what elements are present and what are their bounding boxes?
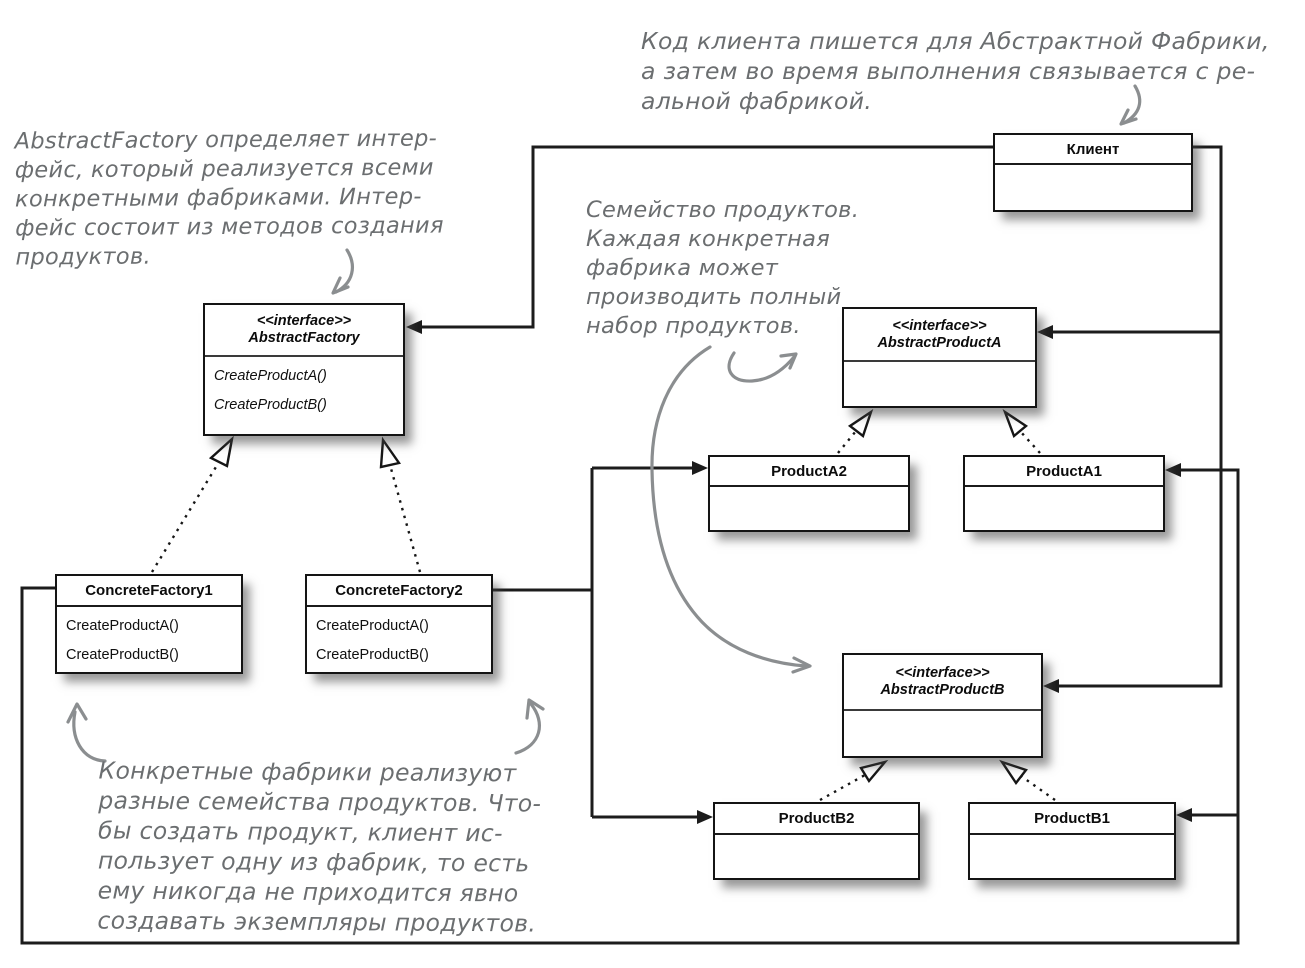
class-concretefactory1-methods: [57, 607, 241, 663]
producta2-realizes-line: [838, 431, 856, 453]
method-createproducta: CreateProductA(): [316, 618, 429, 634]
class-concretefactory1: [55, 574, 243, 674]
triangle-under-abstractproductb-left: [861, 762, 885, 781]
stereotype-label: <<interface>>: [256, 313, 352, 329]
class-abstractfactory: [203, 303, 405, 436]
arrowhead-into-abstractproductb: [1043, 679, 1059, 693]
class-concretefactory1-title: ConcreteFactory1: [57, 576, 241, 607]
method-createproducta: CreateProductA(): [214, 368, 327, 384]
bottomleft-note-arrow-left: [74, 712, 105, 761]
stereotype-label: <<interface>>: [895, 665, 990, 681]
arrowhead-into-abstractfactory: [406, 320, 422, 334]
family-note-curl-arrow: [729, 353, 794, 381]
class-productb2: [713, 802, 920, 880]
class-producta1: [963, 455, 1165, 532]
triangle-under-abstractproducta-left: [850, 412, 871, 436]
concretefactory2-realizes-line: [390, 465, 420, 572]
productb2-realizes-line: [820, 775, 865, 800]
producta1-realizes-line: [1020, 431, 1040, 453]
method-createproductb: CreateProductB(): [316, 647, 429, 663]
class-concretefactory2: [305, 574, 493, 674]
note-bottomleft: Конкретные фабрики реализуют разные семейства продуктов. Что- бы создать продукт, клиент ис- пользует одну из фабрик, то есть ему никогда не приходится явно создавать экземпляры продуктов.: [97, 756, 542, 938]
note-topleft: AbstractFactory определяет интер- фейс, который реализуется всеми конкретными фабриками. Интер- фейс состоит из методов создания продуктов.: [14, 125, 444, 271]
method-createproductb: CreateProductB(): [66, 647, 179, 663]
client-to-abstractproductb-line: [1058, 147, 1221, 686]
triangle-under-abstractproductb-right: [1002, 762, 1026, 783]
class-producta2: [708, 455, 910, 532]
triangle-under-abstractfactory-right: [381, 440, 399, 467]
class-productb1: [968, 802, 1176, 880]
triangle-under-abstractproducta-right: [1005, 412, 1026, 436]
arrowhead-into-abstractproducta: [1037, 325, 1053, 339]
class-abstractproductb-header: [844, 655, 1041, 711]
note-product-family: Семейство продуктов. Каждая конкретная фабрика может производить полный набор продуктов.: [586, 197, 860, 339]
class-abstractproducta: [842, 307, 1037, 408]
class-abstractproductb-title: AbstractProductB: [880, 682, 1005, 698]
class-abstractproductb: [842, 653, 1043, 758]
class-abstractproducta-title: AbstractProductA: [877, 334, 1002, 351]
class-abstractfactory-header: [205, 305, 403, 357]
stereotype-label: <<interface>>: [892, 317, 987, 334]
class-productb2-title: ProductB2: [715, 804, 918, 835]
method-createproductb: CreateProductB(): [214, 397, 327, 413]
arrowhead-into-productb1: [1176, 808, 1192, 822]
arrowhead-into-producta1: [1165, 463, 1181, 477]
class-productb1-title: ProductB1: [970, 804, 1174, 835]
concretefactory1-realizes-line: [152, 462, 219, 572]
note-topright: Код клиента пишется для Абстрактной Фабрики, а затем во время выполнения связывается с ре- альной фабрикой.: [641, 27, 1270, 115]
class-producta1-title: ProductA1: [965, 457, 1163, 487]
class-abstractproducta-header: [844, 309, 1035, 362]
class-abstractfactory-title: AbstractFactory: [248, 330, 360, 346]
class-client: [993, 133, 1193, 212]
bottomleft-note-arrowhead-left-icon: [68, 704, 86, 722]
arrowhead-into-producta2: [692, 461, 708, 475]
class-concretefactory2-title: ConcreteFactory2: [307, 576, 491, 607]
arrowhead-into-productb2: [697, 810, 713, 824]
method-createproducta: CreateProductA(): [66, 618, 179, 634]
productb1-realizes-line: [1021, 776, 1055, 800]
class-producta2-title: ProductA2: [710, 457, 908, 487]
class-concretefactory2-methods: [307, 607, 491, 663]
triangle-under-abstractfactory-left: [211, 439, 232, 466]
class-abstractfactory-methods: [205, 357, 403, 413]
class-client-title: Клиент: [995, 135, 1191, 165]
